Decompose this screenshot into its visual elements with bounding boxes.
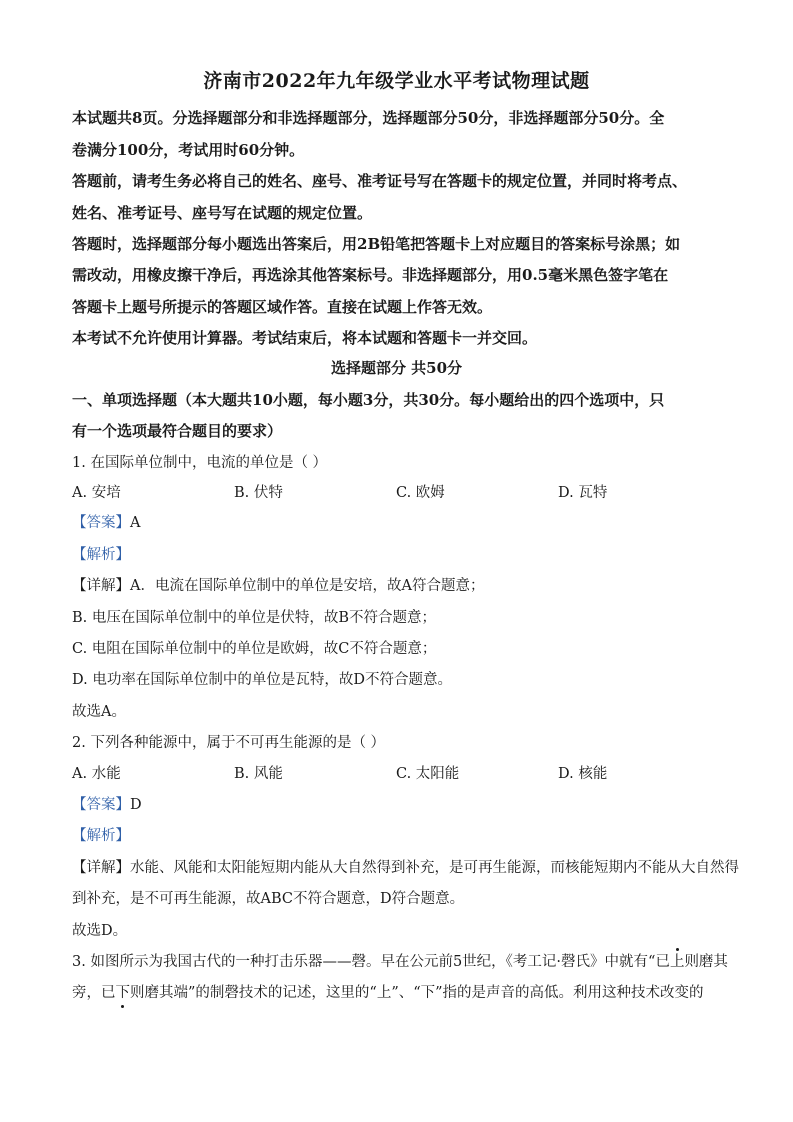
instruction-line: 姓名、准考证号、座号写在试题的规定位置。 [72,204,373,222]
question-3-stem [72,952,732,972]
analysis-label: 【解析】 [72,828,130,844]
q1-conclusion: 故选A。 [72,704,126,720]
part-heading: 有一个选项最符合题目的要求） [72,422,283,440]
q3-text: 则磨其 [684,954,728,970]
q2-option-d: D. 核能 [558,766,608,782]
analysis-label: 【解析】 [72,547,130,563]
q1-detail-line: D. 电功率在国际单位制中的单位是瓦特，故D不符合题意。 [72,672,452,688]
answer-label: 【答案】 [72,515,130,531]
instruction-line: 卷满分100分，考试用时60分钟。 [72,141,305,159]
emphasis-char: 下 [115,985,130,1001]
q2-analysis-label [72,826,732,846]
emphasis-char: 上 [669,954,685,970]
q2-detail-line: 到补充，是不可再生能源，故ABC不符合题意，D符合题意。 [72,891,465,907]
instruction-line: 本试题共8页。分选择题部分和非选择题部分，选择题部分50分，非选择题部分50分。全 [72,109,665,127]
q1-option-c: C. 欧姆 [396,485,445,501]
q3-text: 则磨其端”的制磬技术的记述，这里的“上”、“下”指的是声音的高低。利用这种技术改变的 [130,985,704,1001]
answer-value: D [130,797,142,813]
question-1-stem: 1. 在国际单位制中，电流的单位是（ ） [72,455,328,471]
q2-conclusion: 故选D。 [72,923,128,939]
answer-value: A [130,515,141,531]
instruction-line: 答题卡上题号所提示的答题区域作答。直接在试题上作答无效。 [72,298,493,316]
q1-detail-line: B. 电压在国际单位制中的单位是伏特，故B不符合题意； [72,610,437,626]
q1-option-a: A. 安培 [72,485,121,501]
instruction-line: 答题时，选择题部分每小题选出答案后，用2B铅笔把答题卡上对应题目的答案标号涂黑；如 [72,235,681,253]
section-heading: 选择题部分 共50分 [330,359,463,377]
q1-answer [72,513,732,533]
q1-option-d: D. 瓦特 [558,485,608,501]
q2-detail [72,858,739,878]
q1-detail [72,576,732,596]
q2-option-a: A. 水能 [72,766,121,782]
q3-text: 3. 如图所示为我国古代的一种打击乐器——磬。早在公元前5世纪，《考工记·磬氏》中就有“已 [72,954,670,970]
part-heading: 一、单项选择题（本大题共10小题，每小题3分，共30分。每小题给出的四个选项中，只 [72,391,665,409]
q2-option-b: B. 风能 [234,766,283,782]
q1-analysis-label [72,545,732,565]
detail-label: 【详解】 [72,860,130,876]
q3-text: 旁，已 [72,985,116,1001]
detail-text: A．电流在国际单位制中的单位是安培，故A符合题意； [130,578,485,594]
answer-label: 【答案】 [72,797,130,813]
question-2-stem: 2. 下列各种能源中，属于不可再生能源的是（ ） [72,735,386,751]
instruction-line: 答题前，请考生务必将自己的姓名、座号、准考证号写在答题卡的规定位置，并同时将考点、 [72,172,688,190]
q2-option-c: C. 太阳能 [396,766,460,782]
detail-label: 【详解】 [72,578,130,594]
instruction-line: 需改动，用橡皮擦干净后，再选涂其他答案标号。非选择题部分，用0.5毫米黑色签字笔在 [72,266,669,284]
q1-detail-line: C. 电阻在国际单位制中的单位是欧姆，故C不符合题意； [72,641,437,657]
instruction-line: 本考试不允许使用计算器。考试结束后，将本试题和答题卡一并交回。 [72,329,538,347]
question-3-stem-cont [72,983,732,1003]
q1-option-b: B. 伏特 [234,485,283,501]
detail-text: 水能、风能和太阳能短期内能从大自然得到补充，是可再生能源，而核能短期内不能从大自然得 [130,860,739,876]
q2-answer [72,795,732,815]
page-title: 济南市2022年九年级学业水平考试物理试题 [203,70,590,92]
